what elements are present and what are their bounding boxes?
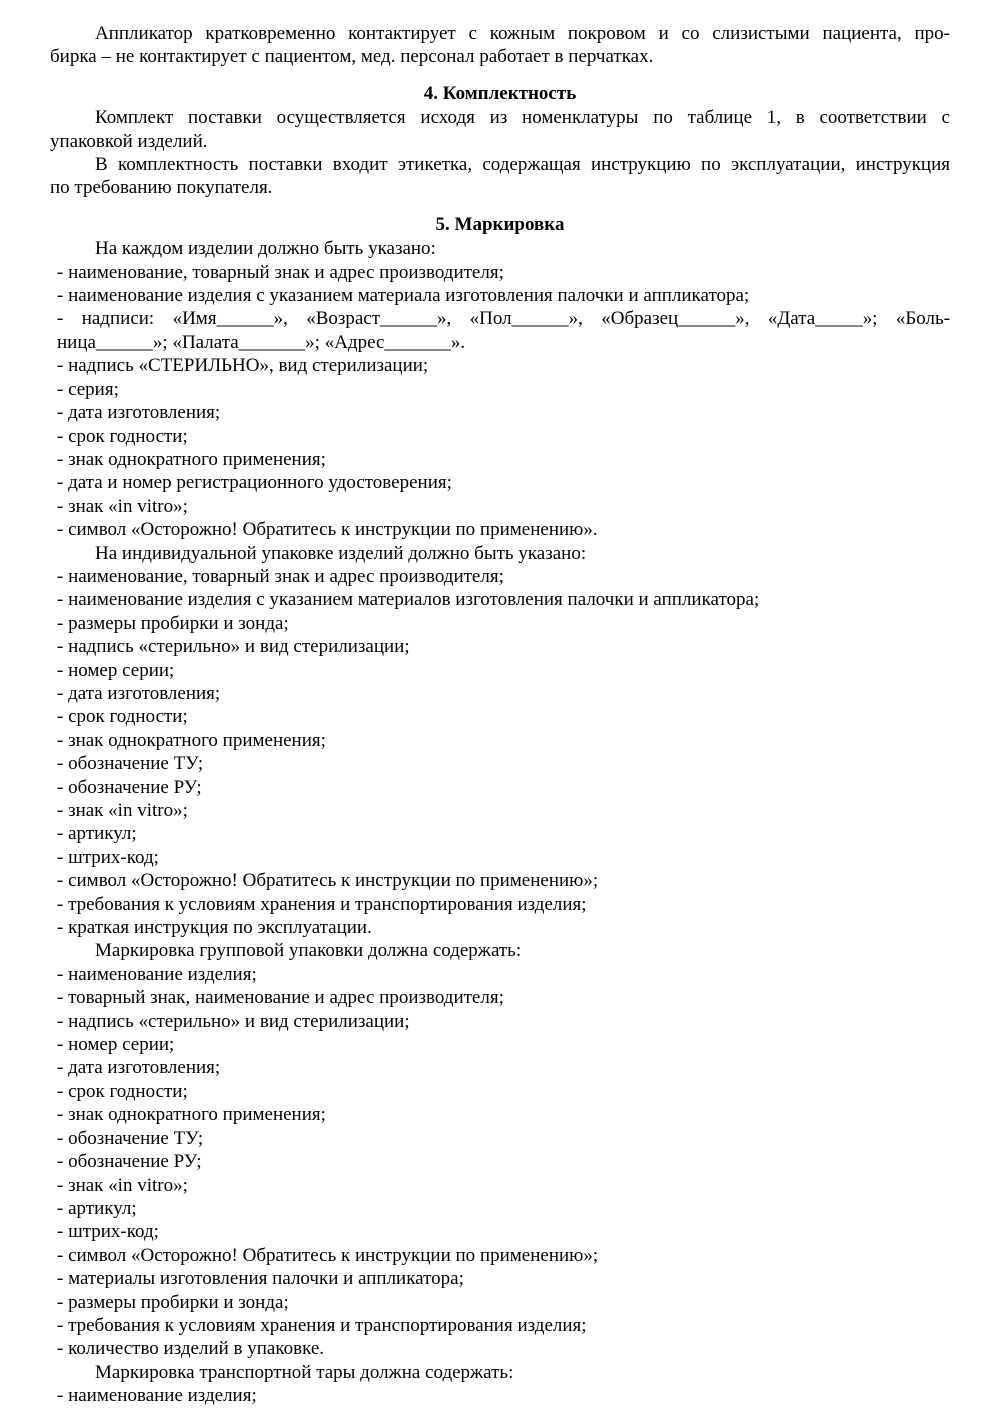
list-item: [50, 518, 950, 541]
list-item: [50, 495, 950, 518]
paragraph: [50, 106, 950, 153]
list-item: [50, 1267, 950, 1290]
text-line: - штрих-код;: [57, 1221, 159, 1243]
list-item: [50, 705, 950, 728]
list-item: [50, 1384, 950, 1407]
text-line: - обозначение ТУ;: [57, 753, 204, 775]
text-line: - знак «in vitro»;: [57, 495, 188, 517]
text-line: - наименование, товарный знак и адрес производителя;: [57, 261, 504, 283]
list-item: [50, 1244, 950, 1267]
text-line: - знак однократного применения;: [57, 448, 326, 470]
text-line: - наименование изделия с указанием материалов изготовления палочки и аппликатора;: [57, 589, 760, 611]
list-item: [50, 588, 950, 611]
text-line: - обозначение ТУ;: [57, 1127, 204, 1149]
text-line: - знак «in vitro»;: [57, 800, 188, 821]
list-item: [50, 1080, 950, 1103]
text-line: - материалы изготовления палочки и аппликатора;: [57, 1268, 464, 1290]
text-line: - обозначение РУ;: [57, 1151, 202, 1173]
list-item: [50, 752, 950, 775]
text-line: - штрих-код;: [57, 846, 159, 868]
text-line: - наименование изделия с указанием материала изготовления палочки и аппликатора;: [57, 285, 750, 307]
list-item: [50, 963, 950, 986]
list-item: [50, 354, 950, 377]
text-line: Комплект поставки осуществляется исходя из номенклатуры по таблице 1, в соответствии с: [95, 107, 950, 129]
text-line: - надпись «стерильно» и вид стерилизации;: [57, 636, 410, 658]
text-line: - надпись «стерильно» и вид стерилизации;: [57, 1010, 410, 1032]
list-item: [50, 1103, 950, 1126]
list-item: [50, 822, 950, 845]
list-item: [50, 986, 950, 1009]
list-item: [50, 799, 950, 822]
text-line: - наименование изделия;: [57, 1385, 257, 1407]
text-line: На индивидуальной упаковке изделий должно быть указано:: [95, 542, 587, 564]
text-line: - товарный знак, наименование и адрес производителя;: [57, 987, 504, 1009]
text-line: бирка – не контактирует с пациентом, мед. персонал работает в перчатках.: [50, 46, 654, 68]
text-line: - срок годности;: [57, 425, 188, 447]
paragraph: [50, 1361, 950, 1384]
text-line: - дата изготовления;: [57, 682, 221, 704]
text-line: по требованию покупателя.: [50, 177, 273, 199]
text-line: - артикул;: [57, 1197, 137, 1219]
paragraph: [50, 542, 950, 565]
list-item: [50, 448, 950, 471]
paragraph: [50, 22, 950, 69]
list-item: [50, 1220, 950, 1243]
list-item: [50, 1314, 950, 1337]
list-item: [50, 425, 950, 448]
list-item: [50, 1127, 950, 1150]
list-item: [50, 846, 950, 869]
text-line: - обозначение РУ;: [57, 776, 202, 798]
document-body: [50, 22, 950, 1408]
list-item: [50, 1174, 950, 1197]
list-item: [50, 1291, 950, 1314]
paragraph: [50, 237, 950, 260]
list-item: [50, 893, 950, 916]
text-line: - наименование, товарный знак и адрес производителя;: [57, 565, 504, 587]
list-item: [50, 1197, 950, 1220]
text-line: - символ «Осторожно! Обратитесь к инструкции по применению».: [57, 519, 598, 541]
paragraph: [50, 939, 950, 962]
list-item: [50, 471, 950, 494]
text-line: - размеры пробирки и зонда;: [57, 612, 289, 634]
text-line: - размеры пробирки и зонда;: [57, 1291, 289, 1313]
text-line: - наименование изделия;: [57, 963, 257, 985]
list-item: [50, 612, 950, 635]
text-line: - требования к условиям хранения и транспортирования изделия;: [57, 1314, 587, 1336]
text-line: ница______»; «Палата_______»; «Адрес_______».: [57, 331, 466, 353]
text-line: - знак однократного применения;: [57, 1104, 326, 1126]
section-heading: [50, 82, 950, 105]
list-item: [50, 869, 950, 892]
section-heading: [50, 213, 950, 236]
text-line: 4. Комплектность: [423, 82, 577, 104]
text-line: 5. Маркировка: [435, 213, 565, 235]
list-item: [50, 1010, 950, 1033]
text-line: - срок годности;: [57, 1080, 188, 1102]
list-item: [50, 1056, 950, 1079]
list-item: [50, 1337, 950, 1360]
list-item: [50, 776, 950, 799]
text-line: - символ «Осторожно! Обратитесь к инструкции по применению»;: [57, 1244, 599, 1266]
text-line: - номер серии;: [57, 659, 175, 681]
list-item: [50, 729, 950, 752]
text-line: - номер серии;: [57, 1034, 175, 1056]
list-item: [50, 1150, 950, 1173]
text-line: - дата и номер регистрационного удостоверения;: [57, 472, 452, 494]
text-line: Аппликатор кратковременно контактирует с кожным покровом и со слизистыми пациента, про-: [95, 23, 950, 44]
list-item: [50, 378, 950, 401]
text-line: - срок годности;: [57, 706, 188, 728]
text-line: - дата изготовления;: [57, 402, 221, 424]
list-item: [50, 682, 950, 705]
text-line: - надпись «СТЕРИЛЬНО», вид стерилизации;: [57, 355, 429, 377]
text-line: - надписи: «Имя______», «Возраст______», «Пол______», «Образец______», «Дата_____»; «Боль-: [57, 308, 950, 330]
text-line: - знак «in vitro»;: [57, 1174, 188, 1196]
text-line: - требования к условиям хранения и транспортирования изделия;: [57, 893, 587, 915]
list-item: [50, 635, 950, 658]
list-item: [50, 307, 950, 354]
list-item: [50, 401, 950, 424]
paragraph: [50, 153, 950, 200]
text-line: В комплектность поставки входит этикетка, содержащая инструкцию по эксплуатации, инструкция: [95, 154, 950, 176]
text-line: На каждом изделии должно быть указано:: [95, 238, 436, 260]
list-item: [50, 261, 950, 284]
text-line: Маркировка транспортной тары должна содержать:: [95, 1361, 514, 1383]
text-line: - краткая инструкция по эксплуатации.: [57, 917, 372, 939]
text-line: - артикул;: [57, 823, 137, 845]
text-line: Маркировка групповой упаковки должна содержать:: [95, 940, 522, 962]
text-line: упаковкой изделий.: [50, 130, 208, 152]
list-item: [50, 916, 950, 939]
text-line: - знак однократного применения;: [57, 729, 326, 751]
list-item: [50, 565, 950, 588]
text-line: - серия;: [57, 378, 119, 400]
text-line: - символ «Осторожно! Обратитесь к инструкции по применению»;: [57, 870, 599, 892]
list-item: [50, 1033, 950, 1056]
list-item: [50, 659, 950, 682]
text-line: - дата изготовления;: [57, 1057, 221, 1079]
text-line: - количество изделий в упаковке.: [57, 1338, 325, 1360]
list-item: [50, 284, 950, 307]
